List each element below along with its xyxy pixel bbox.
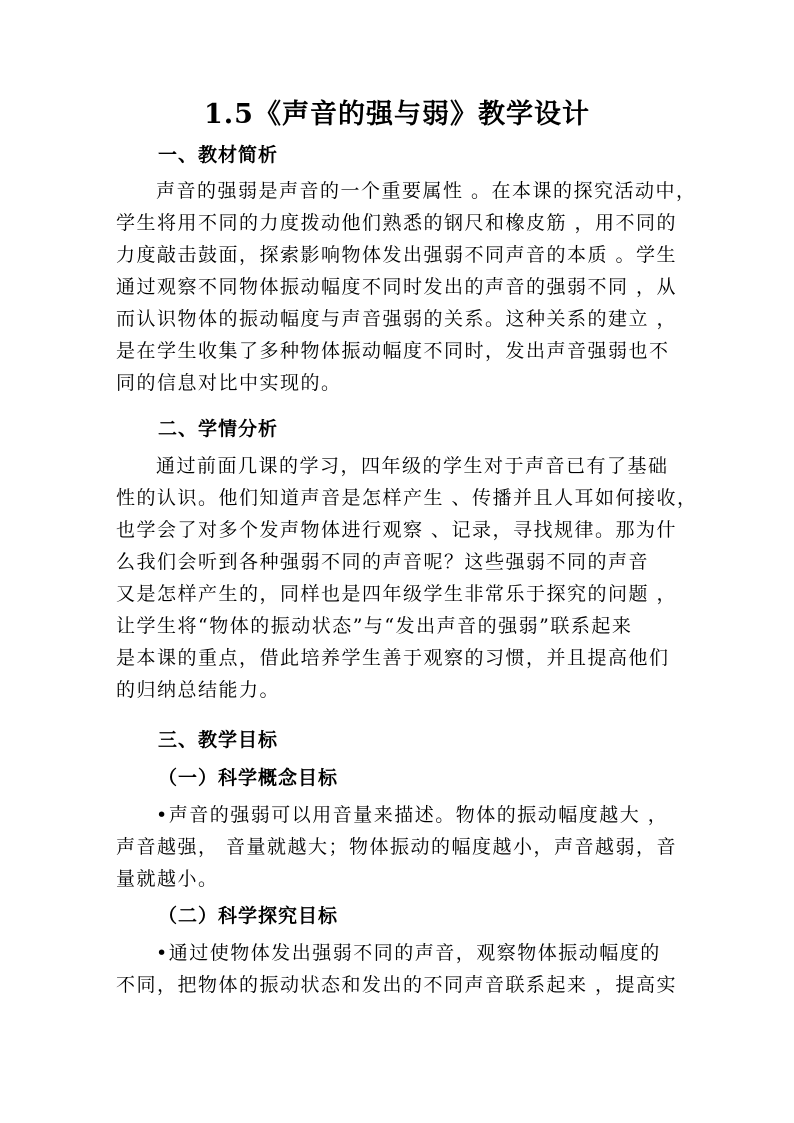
- subsection-heading-science-concept: （一）科学概念目标: [158, 767, 339, 789]
- section-heading-textbook-analysis: 一、教材简析: [158, 144, 279, 166]
- paragraph-line: 声音越强， 音量就越大；物体振动的幅度越小，声音越弱，音: [116, 836, 678, 858]
- paragraph-line: 不同，把物体的振动状态和发出的不同声音联系起来 ，提高实: [116, 974, 678, 996]
- section-heading-learner-analysis: 二、学情分析: [158, 418, 279, 440]
- section-heading-teaching-objectives: 三、教学目标: [158, 729, 279, 751]
- paragraph-line: 的归纳总结能力。: [116, 679, 281, 701]
- paragraph-line: 学生将用不同的力度拨动他们熟悉的钢尺和橡皮筋 ，用不同的: [116, 212, 678, 234]
- paragraph-line: 通过观察不同物体振动幅度不同时发出的声音的强弱不同 ，从: [116, 276, 678, 298]
- paragraph-line: 让学生将“物体的振动状态”与“发出声音的强弱”联系起来: [116, 615, 633, 637]
- paragraph-line: 也学会了对多个发声物体进行观察 、记录，寻找规律。那为什: [116, 519, 678, 541]
- paragraph-line: 声音的强弱是声音的一个重要属性 。在本课的探究活动中，: [156, 180, 697, 202]
- paragraph-line: •通过使物体发出强弱不同的声音，观察物体振动幅度的: [156, 942, 661, 964]
- paragraph-line: 又是怎样产生的，同样也是四年级学生非常乐于探究的问题 ，: [116, 583, 678, 605]
- paragraph-line: •声音的强弱可以用音量来描述。物体的振动幅度越大 ，: [156, 804, 669, 826]
- subsection-heading-science-inquiry: （二）科学探究目标: [158, 905, 339, 927]
- paragraph-line: 是本课的重点，借此培养学生善于观察的习惯，并且提高他们: [116, 647, 670, 669]
- paragraph-line: 是在学生收集了多种物体振动幅度不同时，发出声音强弱也不: [116, 340, 670, 362]
- paragraph-line: 么我们会听到各种强弱不同的声音呢？这些强弱不同的声音: [116, 551, 650, 573]
- paragraph-line: 同的信息对比中实现的。: [116, 372, 342, 394]
- paragraph-line: 通过前面几课的学习，四年级的学生对于声音已有了基础: [156, 455, 669, 477]
- paragraph-line: 量就越小。: [116, 868, 219, 890]
- paragraph-line: 力度敲击鼓面，探索影响物体发出强弱不同声音的本质 。学生: [116, 244, 678, 266]
- paragraph-line: 而认识物体的振动幅度与声音强弱的关系。这种关系的建立 ，: [116, 308, 678, 330]
- document-title: 1.5《声音的强与弱》教学设计: [204, 99, 590, 130]
- paragraph-line: 性的认识。他们知道声音是怎样产生 、传播并且人耳如何接收，: [116, 487, 698, 509]
